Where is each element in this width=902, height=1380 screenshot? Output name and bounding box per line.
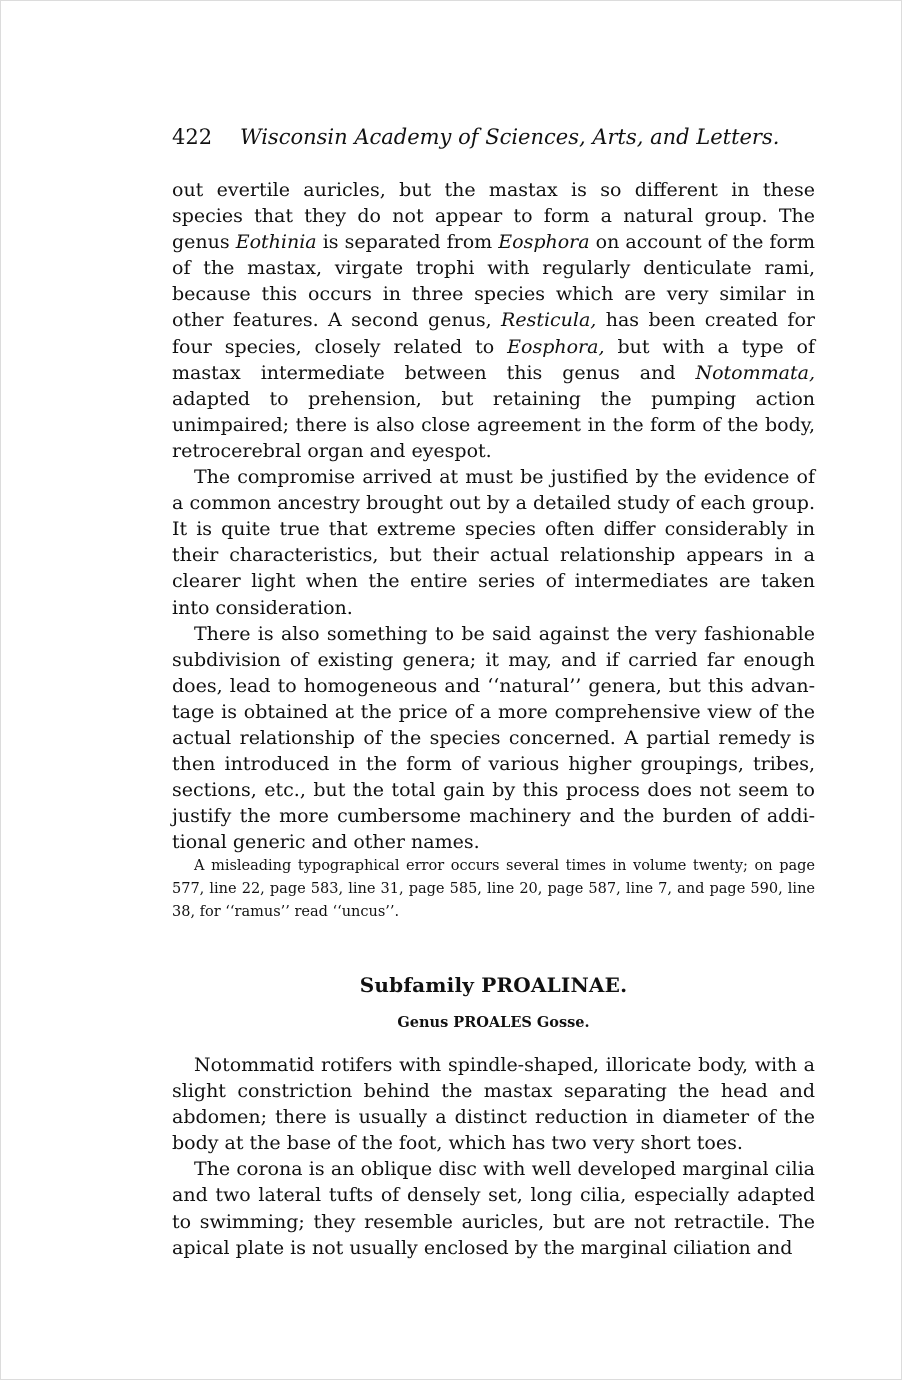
subfamily-heading: Subfamily PROALINAE. (359, 972, 628, 997)
paragraph-subdivision: There is also something to be said against the very fashionable subdivision of existing genera; it may, and if carried far enough does, lead to homogeneous and ‘‘natural’’ genera, but this advantage is obtained at the price of a more comprehensive view of the actual relationship of the species concerned. A partial remedy is then introduced in the form of various higher groupings, tribes, sections, etc., but the total gain by this process does not seem to justify the more cumbersome machinery and the burden of additional generic and other names. (172, 622, 815, 854)
genus-name-italic: Resticula, (501, 309, 597, 332)
genus-heading: Genus PROALES Gosse. (397, 1013, 590, 1031)
page-number: 422 (172, 125, 213, 149)
text-run: has been created for four species, closely related to (172, 309, 815, 358)
paragraph-body-description: Notommatid rotifers with spindle-shaped, illoricate body, with a slight constriction behind the mastax separating the head and abdomen; there is usually a distinct reduction in diameter of the body at the base of the foot, which has two very short toes. (172, 1054, 815, 1155)
paragraph-compromise: The compromise arrived at must be justified by the evidence of a common ancestry brought out by a detailed study of each group. It is quite true that extreme species often differ considerably in their characteristics, but their actual relationship appears in a clearer light when the entire series of intermediates are taken into consideration. (172, 466, 815, 619)
paragraph-continued (172, 177, 815, 464)
genus-description (172, 1052, 815, 1261)
text-run: out evertile auricles, but the mastax is so different in these species that they do not appear to form a natural group. The genus (172, 179, 815, 254)
genus-name-italic: Eosphora (498, 231, 590, 254)
genus-name-italic: Eothinia (235, 231, 317, 254)
text-run: on account of the form of the mastax, virgate trophi with regularly denticulate rami, because this occurs in three species which are very similar in other features. A second genus, (172, 231, 815, 332)
running-header (172, 125, 822, 149)
genus-name-italic: Eosphora, (507, 335, 605, 358)
footnote-erratum: A misleading typographical error occurs several times in volume twenty; on page 577, line 22, page 583, line 31, page 585, line 20, page 587, line 7, and page 590, line 38, for ‘‘ramus’’ read ‘‘uncus’’. (172, 858, 815, 921)
main-text (172, 177, 815, 1261)
text-run: is separated from (316, 231, 499, 254)
text-run: adapted to prehension, but retaining the pumping action unimpaired; there is also close agreement in the form of the body, retrocerebral organ and eyespot. (172, 387, 815, 462)
journal-title: Wisconsin Academy of Sciences, Arts, and Letters. (240, 125, 780, 149)
paragraph-corona-description: The corona is an oblique disc with well developed marginal cilia and two lateral tufts of densely set, long cilia, especially adapted to swimming; they resemble auricles, but are not retractile. The apical plate is not usually enclosed by the marginal ciliation and (172, 1158, 815, 1259)
genus-name-italic: Notommata, (695, 361, 815, 384)
text-run: but with a type of mastax intermediate between this genus and (172, 335, 815, 384)
